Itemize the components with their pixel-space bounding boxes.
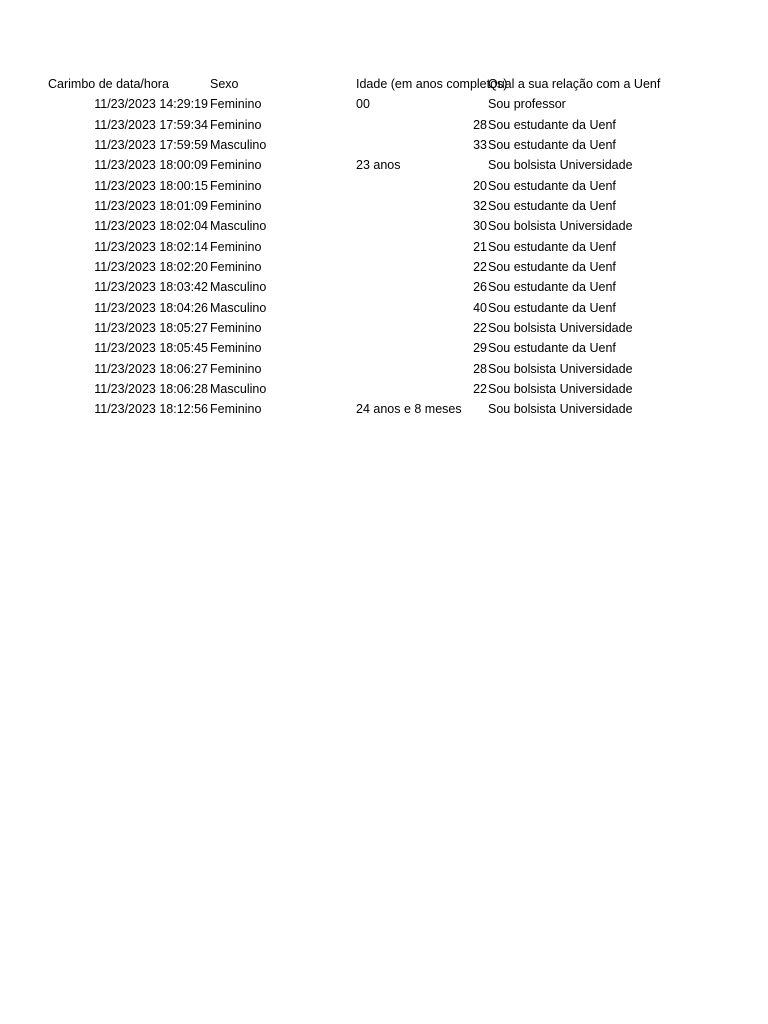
cell-timestamp: 11/23/2023 18:02:04	[94, 219, 208, 234]
cell-sex: Feminino	[210, 198, 262, 213]
cell-sex: Feminino	[210, 178, 262, 193]
cell-relation: Sou bolsista Universidade	[488, 158, 633, 173]
cell-relation: Sou estudante da Uenf	[488, 239, 616, 254]
cell-relation: Sou bolsista Universidade	[488, 381, 633, 396]
table-row	[0, 399, 768, 419]
header-relation: Qual a sua relação com a Uenf	[488, 77, 661, 91]
table-row	[0, 298, 768, 318]
table-row	[0, 237, 768, 257]
header-row	[0, 74, 768, 94]
data-rows	[0, 94, 768, 419]
cell-relation: Sou estudante da Uenf	[488, 178, 616, 193]
cell-age: 20	[473, 178, 487, 193]
cell-timestamp: 11/23/2023 18:02:20	[94, 259, 208, 274]
cell-relation: Sou bolsista Universidade	[488, 361, 633, 376]
cell-age: 21	[473, 239, 487, 254]
cell-timestamp: 11/23/2023 18:12:56	[94, 402, 208, 417]
cell-age: 33	[473, 137, 487, 152]
cell-sex: Masculino	[210, 300, 267, 315]
cell-age: 23 anos	[356, 158, 401, 173]
cell-sex: Feminino	[210, 341, 262, 356]
cell-age: 22	[473, 381, 487, 396]
cell-timestamp: 11/23/2023 18:00:15	[94, 178, 208, 193]
header-timestamp: Carimbo de data/hora	[48, 77, 169, 91]
cell-age: 28	[473, 361, 487, 376]
table-row	[0, 379, 768, 399]
cell-relation: Sou professor	[488, 97, 566, 112]
cell-sex: Feminino	[210, 158, 262, 173]
cell-timestamp: 11/23/2023 18:01:09	[94, 198, 208, 213]
cell-timestamp: 11/23/2023 18:06:27	[94, 361, 208, 376]
table-row	[0, 216, 768, 236]
cell-sex: Masculino	[210, 280, 267, 295]
cell-timestamp: 11/23/2023 18:04:26	[94, 300, 208, 315]
cell-sex: Feminino	[210, 117, 262, 132]
cell-age: 29	[473, 341, 487, 356]
cell-timestamp: 11/23/2023 17:59:59	[94, 137, 208, 152]
cell-sex: Feminino	[210, 259, 262, 274]
cell-sex: Feminino	[210, 361, 262, 376]
spreadsheet-page	[0, 74, 768, 420]
table-row	[0, 135, 768, 155]
table-row	[0, 338, 768, 358]
table-row	[0, 115, 768, 135]
cell-age: 26	[473, 280, 487, 295]
table-row	[0, 318, 768, 338]
cell-sex: Feminino	[210, 320, 262, 335]
cell-relation: Sou estudante da Uenf	[488, 137, 616, 152]
cell-timestamp: 11/23/2023 18:03:42	[94, 280, 208, 295]
cell-sex: Feminino	[210, 239, 262, 254]
cell-sex: Masculino	[210, 137, 267, 152]
table-row	[0, 359, 768, 379]
header-age: Idade (em anos completos)	[356, 77, 508, 91]
cell-sex: Feminino	[210, 402, 262, 417]
cell-timestamp: 11/23/2023 18:02:14	[94, 239, 208, 254]
cell-sex: Feminino	[210, 97, 262, 112]
cell-relation: Sou estudante da Uenf	[488, 280, 616, 295]
cell-timestamp: 11/23/2023 18:06:28	[94, 381, 208, 396]
cell-relation: Sou bolsista Universidade	[488, 402, 633, 417]
cell-age: 28	[473, 117, 487, 132]
cell-age: 00	[356, 97, 370, 112]
cell-age: 24 anos e 8 meses	[356, 402, 462, 417]
table-row	[0, 155, 768, 175]
cell-relation: Sou estudante da Uenf	[488, 300, 616, 315]
cell-relation: Sou estudante da Uenf	[488, 117, 616, 132]
cell-sex: Masculino	[210, 381, 267, 396]
cell-age: 40	[473, 300, 487, 315]
cell-relation: Sou estudante da Uenf	[488, 341, 616, 356]
table-row	[0, 176, 768, 196]
cell-relation: Sou bolsista Universidade	[488, 219, 633, 234]
cell-timestamp: 11/23/2023 18:00:09	[94, 158, 208, 173]
cell-timestamp: 11/23/2023 14:29:19	[94, 97, 208, 112]
table-row	[0, 196, 768, 216]
cell-sex: Masculino	[210, 219, 267, 234]
cell-timestamp: 11/23/2023 17:59:34	[94, 117, 208, 132]
cell-age: 22	[473, 259, 487, 274]
header-sex: Sexo	[210, 77, 239, 91]
cell-relation: Sou bolsista Universidade	[488, 320, 633, 335]
cell-timestamp: 11/23/2023 18:05:27	[94, 320, 208, 335]
cell-timestamp: 11/23/2023 18:05:45	[94, 341, 208, 356]
table-row	[0, 94, 768, 114]
cell-relation: Sou estudante da Uenf	[488, 198, 616, 213]
cell-age: 32	[473, 198, 487, 213]
cell-age: 22	[473, 320, 487, 335]
table-row	[0, 257, 768, 277]
cell-relation: Sou estudante da Uenf	[488, 259, 616, 274]
table-row	[0, 277, 768, 297]
cell-age: 30	[473, 219, 487, 234]
